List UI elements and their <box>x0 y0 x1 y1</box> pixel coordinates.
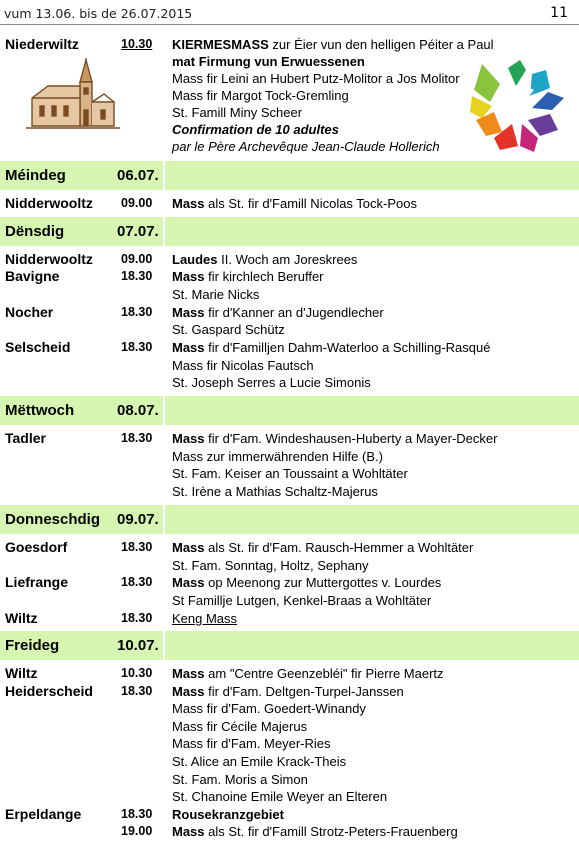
entry-text: Mass fir Cécile Majerus <box>172 719 308 734</box>
entry-text: St. Alice an Emile Krack-Theis <box>172 754 347 769</box>
day-name: Freideg <box>5 637 60 654</box>
entry-row <box>0 36 579 53</box>
entry-time: 19.00 <box>121 824 153 838</box>
entry-time: 18.30 <box>121 575 153 589</box>
entry-row <box>0 665 579 682</box>
day-header-divider <box>163 217 165 246</box>
entry-place: Wiltz <box>5 610 38 626</box>
day-header-divider <box>163 161 165 190</box>
entry-text: Mass fir Nicolas Fautsch <box>172 358 314 373</box>
entry-row <box>0 321 579 338</box>
entry-time: 18.30 <box>121 305 153 319</box>
entry-row <box>0 574 579 591</box>
entry-text: Mass zur immerwährenden Hilfe (B.) <box>172 449 383 464</box>
day-header <box>0 161 579 190</box>
entry-place: Wiltz <box>5 665 38 681</box>
entry-text-bold: Mass <box>172 340 205 355</box>
entry-time: 18.30 <box>121 269 153 283</box>
entry-text-bold: Mass <box>172 305 205 320</box>
entry-place: Nidderwooltz <box>5 195 93 211</box>
entry-text: St. Famill Miny Scheer <box>172 105 303 120</box>
day-date: 08.07. <box>117 402 159 419</box>
day-header <box>0 396 579 425</box>
entry-text: St. Marie Nicks <box>172 287 260 302</box>
entry-text: fir d'Fam. Windeshausen-Huberty a Mayer-Decker <box>204 431 498 446</box>
entry-text-bold: Rousekranzgebiet <box>172 807 284 822</box>
entry-text: als St. fir d'Famill Strotz-Peters-Frauenberg <box>204 824 458 839</box>
entry-text: Mass fir Margot Tock-Gremling <box>172 88 349 103</box>
entry-text: St. Fam. Sonntag, Holtz, Sephany <box>172 558 369 573</box>
entry-text: als St. fir d'Fam. Rausch-Hemmer a Wohltäter <box>204 540 474 555</box>
entry-text: St Famillje Lutgen, Kenkel-Braas a Wohltäter <box>172 593 432 608</box>
entry-place: Erpeldange <box>5 806 82 822</box>
entry-row <box>0 339 579 356</box>
entry-row <box>0 448 579 465</box>
day-header-divider <box>163 631 165 660</box>
day-date: 09.07. <box>117 511 159 528</box>
entry-row <box>0 610 579 627</box>
day-header <box>0 217 579 246</box>
entry-row <box>0 465 579 482</box>
day-header-divider <box>163 505 165 534</box>
entry-text: zur Éier vun den helligen Péiter a Paul <box>268 37 494 52</box>
entry-time: 10.30 <box>121 666 153 680</box>
entry-row <box>0 788 579 805</box>
entry-time: 18.30 <box>121 540 153 554</box>
day-name: Donneschdig <box>5 511 101 528</box>
entry-text: St. Fam. Keiser an Toussaint a Wohltäter <box>172 466 408 481</box>
entry-place: Selscheid <box>5 339 71 355</box>
entry-time: 18.30 <box>121 807 153 821</box>
entry-row <box>0 374 579 391</box>
entry-text: fir d'Fam. Deltgen-Turpel-Janssen <box>204 684 404 699</box>
entry-text: St. Fam. Moris a Simon <box>172 772 308 787</box>
day-date: 07.07. <box>117 223 159 240</box>
entry-place: Goesdorf <box>5 539 68 555</box>
entry-text-bold: Mass <box>172 196 205 211</box>
day-name: Mëttwoch <box>5 402 75 419</box>
entry-text: als St. fir d'Famill Nicolas Tock-Poos <box>204 196 417 211</box>
entry-time: 10.30 <box>121 37 153 51</box>
entry-row <box>0 357 579 374</box>
entry-time: 09.00 <box>121 196 153 210</box>
entry-row <box>0 483 579 500</box>
entry-place: Nidderwooltz <box>5 251 93 267</box>
entry-row <box>0 718 579 735</box>
entry-row <box>0 806 579 823</box>
entry-text-bold: KIERMESMASS <box>172 37 269 52</box>
entry-text: Mass fir d'Fam. Meyer-Ries <box>172 736 331 751</box>
entry-text-bold: Mass <box>172 431 205 446</box>
day-name: Méindeg <box>5 167 66 184</box>
entry-text-bold: Mass <box>172 684 205 699</box>
entry-place: Nocher <box>5 304 54 320</box>
entry-text-bold: Mass <box>172 540 205 555</box>
entry-time: 18.30 <box>121 611 153 625</box>
entry-text: am "Centre Geenzebléi" fir Pierre Maertz <box>204 666 444 681</box>
header-date-range: vum 13.06. bis de 26.07.2015 <box>4 6 193 21</box>
entry-text-bold: Mass <box>172 575 205 590</box>
entry-row <box>0 304 579 321</box>
entry-text-underlined: Keng Mass <box>172 611 238 626</box>
entry-row <box>0 592 579 609</box>
entry-text: fir d'Kanner an d'Jugendlecher <box>204 305 384 320</box>
entry-row <box>0 557 579 574</box>
entry-row <box>0 823 579 840</box>
page-number: 11 <box>550 5 568 21</box>
day-header <box>0 631 579 660</box>
entry-text: fir kirchlech Beruffer <box>204 269 324 284</box>
entry-row <box>0 268 579 285</box>
entry-row <box>0 251 579 268</box>
entry-text-bold: Mass <box>172 666 205 681</box>
entry-place: Heiderscheid <box>5 683 93 699</box>
entry-place: Liefrange <box>5 574 69 590</box>
entry-row <box>0 771 579 788</box>
entry-text-bold: Mass <box>172 269 205 284</box>
entry-time: 09.00 <box>121 252 153 266</box>
entry-text: II. Woch am Joreskrees <box>217 252 358 267</box>
church-illustration <box>26 58 120 132</box>
entry-place: Niederwiltz <box>5 36 79 52</box>
entry-place: Bavigne <box>5 268 60 284</box>
day-header-divider <box>163 396 165 425</box>
entry-text: Mass fir d'Fam. Goedert-Winandy <box>172 701 366 716</box>
entry-row <box>0 430 579 447</box>
entry-text-italic: par le Père Archevêque Jean-Claude Hollerich <box>172 139 440 154</box>
day-name: Dënsdig <box>5 223 65 240</box>
day-date: 10.07. <box>117 637 159 654</box>
entry-row <box>0 539 579 556</box>
day-date: 06.07. <box>117 167 159 184</box>
entry-text: St. Irène a Mathias Schaltz-Majerus <box>172 484 378 499</box>
entry-text-bold-italic: Confirmation de 10 adultes <box>172 122 339 137</box>
entry-time: 18.30 <box>121 340 153 354</box>
entry-place: Tadler <box>5 430 46 446</box>
entry-text-bold: Mass <box>172 824 205 839</box>
entry-row <box>0 683 579 700</box>
day-header <box>0 505 579 534</box>
entry-row <box>0 700 579 717</box>
entry-text: Mass fir Leini an Hubert Putz-Molitor a Jos Molitor <box>172 71 460 86</box>
entry-text: St. Gaspard Schütz <box>172 322 285 337</box>
entry-text: St. Joseph Serres a Lucie Simonis <box>172 375 371 390</box>
entry-text-bold: mat Firmung vun Erwuessenen <box>172 54 365 69</box>
entry-time: 18.30 <box>121 431 153 445</box>
entry-row <box>0 753 579 770</box>
entry-row <box>0 735 579 752</box>
header-divider <box>0 24 579 25</box>
entry-text: op Meenong zur Muttergottes v. Lourdes <box>204 575 442 590</box>
entry-text-bold: Laudes <box>172 252 218 267</box>
entry-time: 18.30 <box>121 684 153 698</box>
entry-text: St. Chanoine Emile Weyer an Elteren <box>172 789 388 804</box>
confirmation-dove-logo <box>468 54 572 154</box>
entry-row <box>0 195 579 212</box>
entry-text: fir d'Familljen Dahm-Waterloo a Schilling-Rasqué <box>204 340 491 355</box>
entry-row <box>0 286 579 303</box>
